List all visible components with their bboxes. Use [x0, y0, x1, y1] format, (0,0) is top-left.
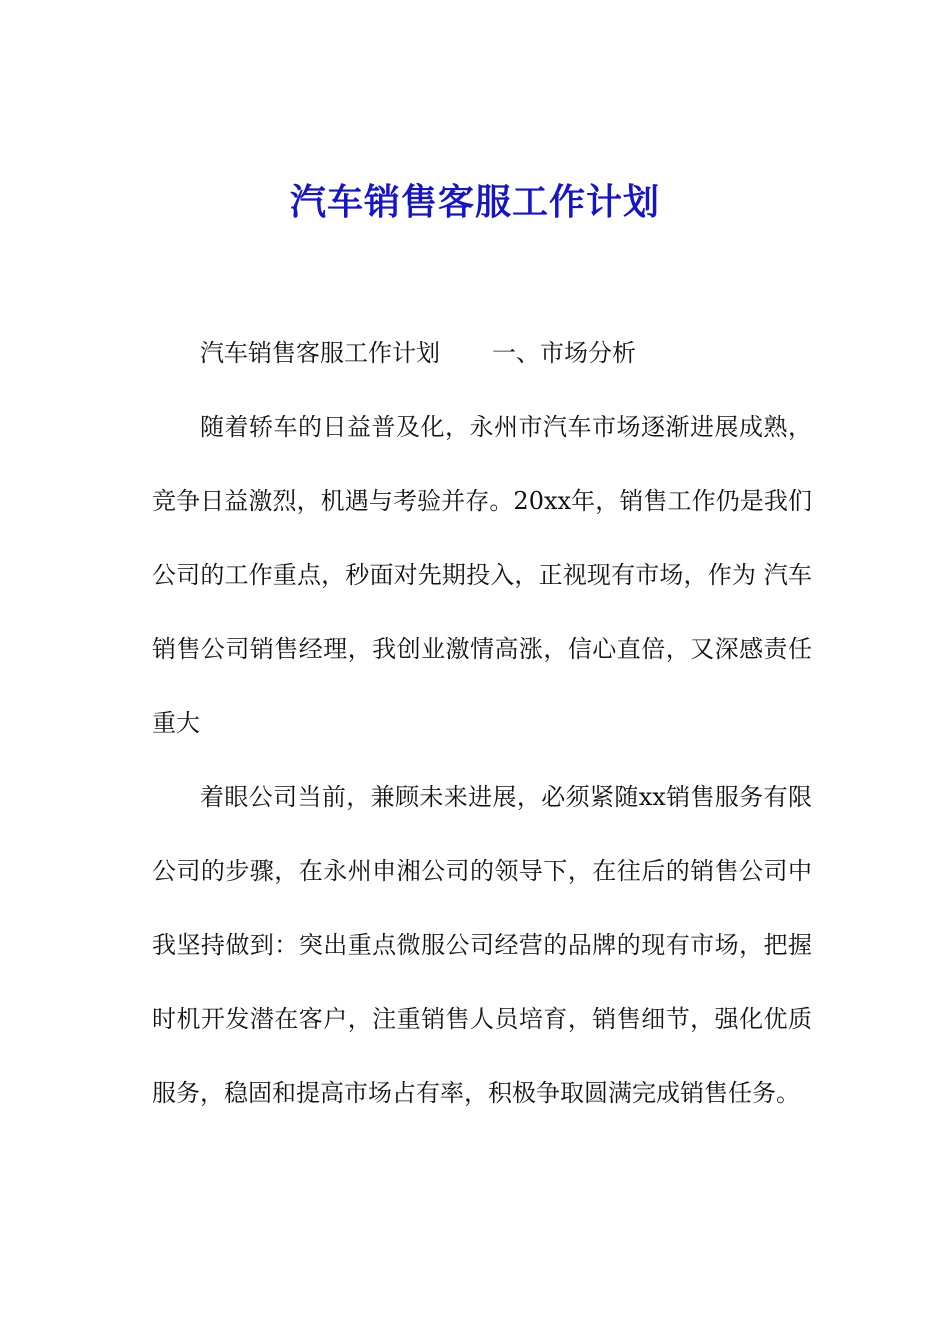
- paragraph-2: 着眼公司当前，兼顾未来进展，必须紧随xx销售服务有限公司的步骤，在永州申湘公司的领导下，在往后的销售公司中我坚持做到：突出重点微服公司经营的品牌的现有市场，把握时机开发潜在客户，注重销售人员培育，销售细节，强化优质服务，稳固和提高市场占有率，积极争取圆满完成销售任务。: [152, 783, 812, 1107]
- intro-heading: 汽车销售客服工作计划: [200, 339, 440, 367]
- intro-line: [152, 316, 812, 390]
- document-body: [152, 316, 812, 1130]
- paragraph-1: 随着轿车的日益普及化，永州市汽车市场逐渐进展成熟，竞争日益激烈，机遇与考验并存。20xx年，销售工作仍是我们公司的工作重点，秒面对先期投入，正视现有市场，作为 汽车销售公司销售经理，我创业激情高涨，信心直倍，又深感责任重大: [152, 413, 812, 737]
- document-title: 汽车销售客服工作计划: [289, 181, 660, 223]
- section-heading: 一、市场分析: [492, 339, 636, 367]
